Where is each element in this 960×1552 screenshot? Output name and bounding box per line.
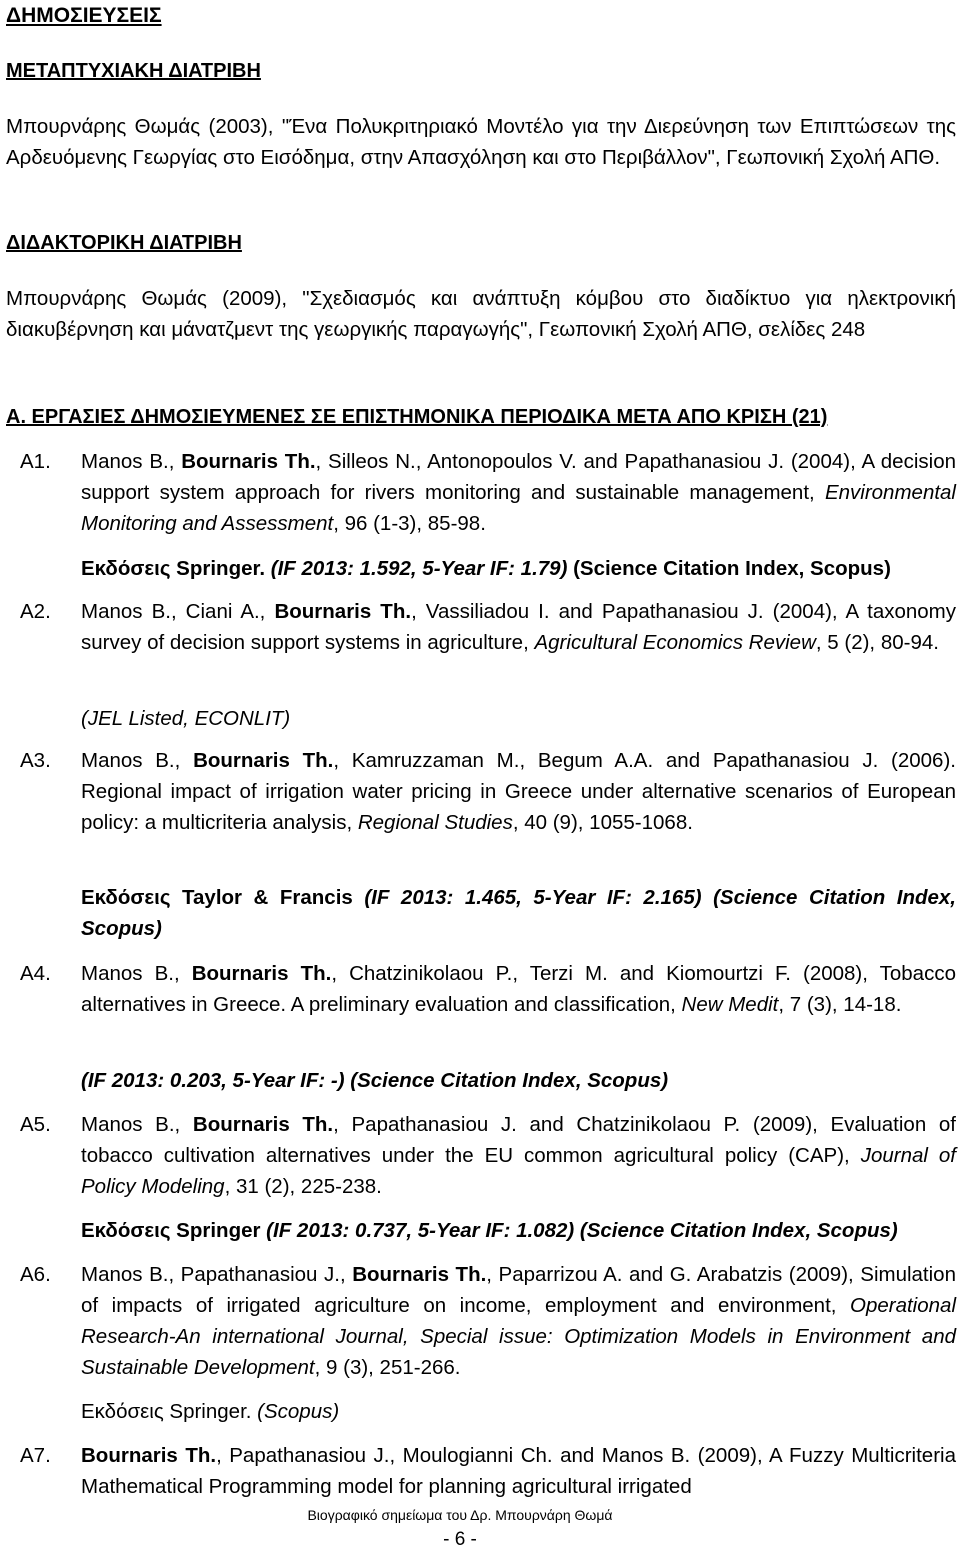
note-impact-factor: (IF 2013: 0.203, 5-Year IF: -) (Science Citation Index, Scopus)	[81, 1069, 669, 1092]
entry-citation	[81, 446, 956, 539]
citation-author-highlight: Bournaris Th.	[193, 749, 334, 772]
note-impact-factor: (IF 2013: 0.737, 5-Year IF: 1.082) (Science Citation Index, Scopus)	[266, 1219, 898, 1242]
entry-number: Α3.	[20, 749, 51, 772]
entry-number: Α1.	[20, 450, 51, 473]
citation-journal: New Medit	[681, 993, 779, 1016]
citation-author-highlight: Bournaris Th.	[192, 1113, 334, 1136]
masters-text: Μπουρνάρης Θωμάς (2003), "Ένα Πολυκριτηριακό Μοντέλο για την Διερεύνηση των Επιπτώσεων της Αρδευόμενης Γεωργίας στο Εισόδημα, στην Απασχόληση και στο Περιβάλλον", Γεωπονική Σχολή ΑΠΘ.	[6, 115, 956, 169]
entry-citation	[81, 596, 956, 658]
note-publisher: Εκδόσεις Taylor & Francis	[81, 886, 365, 909]
page-title: ΔΗΜΟΣΙΕΥΣΕΙΣ	[6, 4, 162, 27]
citation-authors: Manos B.,	[81, 450, 182, 473]
citation-journal: Operational Research-An international Journal, Special issue: Optimization Models in Environment and Sustainable Development	[81, 1294, 956, 1379]
entry-number: Α4.	[20, 962, 51, 985]
entry-index-note	[81, 1396, 956, 1427]
citation-author-highlight: Bournaris Th.	[274, 600, 412, 623]
citation-author-highlight: Bournaris Th.	[81, 1444, 217, 1467]
citation-journal: Journal of Policy Modeling	[81, 1144, 956, 1198]
publication-entry	[6, 1440, 956, 1504]
entry-citation	[81, 1440, 956, 1502]
citation-journal: Environmental Monitoring and Assessment	[81, 481, 956, 535]
entry-number: Α6.	[20, 1263, 51, 1286]
citation-tail: , 96 (1-3), 85-98.	[333, 512, 486, 535]
citation-tail: , 5 (2), 80-94.	[815, 631, 939, 654]
citation-text: , Papathanasiou J. and Chatzinikolaou P. (2009), Evaluation of tobacco cultivation alternatives under the EU common agricultural policy (CAP),	[81, 1113, 956, 1167]
citation-journal: Regional Studies	[357, 811, 513, 834]
entry-number: Α7.	[20, 1444, 51, 1467]
citation-authors: Manos B.,	[81, 749, 194, 772]
citation-authors: Manos B., Papathanasiou J.,	[81, 1263, 353, 1286]
publication-entry	[6, 958, 956, 1098]
citation-text: , Papathanasiou J., Moulogianni Ch. and Manos B. (2009), A Fuzzy Multicriteria Mathematical Programming model for planning agricultural irrigated	[81, 1444, 956, 1498]
note-publisher: Εκδόσεις Springer.	[81, 557, 271, 580]
entry-index-note	[81, 1065, 956, 1096]
citation-text: , Chatzinikolaou P., Terzi M. and Kiomourtzi F. (2008), Tobacco alternatives in Greece. A preliminary evaluation and classification,	[81, 962, 956, 1016]
publication-entry	[6, 446, 956, 586]
note-publisher: Εκδόσεις Springer.	[81, 1400, 258, 1423]
entry-citation	[81, 958, 956, 1020]
citation-tail: , 9 (3), 251-266.	[314, 1356, 461, 1379]
publication-entry	[6, 1259, 956, 1429]
masters-heading: ΜΕΤΑΠΤΥΧΙΑΚΗ ΔΙΑΤΡΙΒΗ	[6, 60, 261, 82]
phd-text: Μπουρνάρης Θωμάς (2009), "Σχεδιασμός και ανάπτυξη κόμβου στο διαδίκτυο για ηλεκτρονική διακυβέρνηση και μάνατζμεντ της γεωργικής παραγωγής", Γεωπονική Σχολή ΑΠΘ, σελίδες 248	[6, 287, 956, 341]
footer-caption: Βιογραφικό σημείωμα του Δρ. Μπουρνάρη Θωμά	[307, 1507, 613, 1523]
citation-text: , Paparrizou A. and G. Arabatzis (2009), Simulation of impacts of irrigated agriculture on income, employment and environment,	[81, 1263, 956, 1317]
entry-citation	[81, 745, 956, 838]
note-index: (JEL Listed, ECONLIT)	[81, 707, 291, 730]
entry-index-note	[81, 703, 956, 734]
citation-author-highlight: Bournaris Th.	[352, 1263, 487, 1286]
citation-authors: Manos B., Ciani A.,	[81, 600, 275, 623]
citation-tail: , 31 (2), 225-238.	[224, 1175, 382, 1198]
note-impact-factor: (IF 2013: 1.592, 5-Year IF: 1.79)	[270, 557, 568, 580]
citation-text: , Kamruzzaman M., Begum A.A. and Papathanasiou J. (2006). Regional impact of irrigation water pricing in Greece under alternative scenarios of European policy: a multicriteria analysis,	[81, 749, 956, 834]
publication-entry	[6, 1109, 956, 1249]
entry-index-note	[81, 1215, 956, 1246]
entry-index-note	[81, 882, 956, 944]
citation-journal: Agricultural Economics Review	[534, 631, 816, 654]
page-number: - 6 -	[443, 1529, 477, 1550]
citation-text: , Silleos N., Antonopoulos V. and Papathanasiou J. (2004), A decision support system approach for rivers monitoring and sustainable management,	[81, 450, 956, 504]
citation-author-highlight: Bournaris Th.	[181, 450, 316, 473]
phd-heading: ΔΙΔΑΚΤΟΡΙΚΗ ΔΙΑΤΡΙΒΗ	[6, 232, 242, 254]
note-index: (Science Citation Index, Scopus)	[567, 557, 891, 580]
section-a-title: Α. ΕΡΓΑΣΙΕΣ ΔΗΜΟΣΙΕΥΜΕΝΕΣ ΣΕ ΕΠΙΣΤΗΜΟΝΙΚΑ ΠΕΡΙΟΔΙΚΑ ΜΕΤΑ ΑΠΟ ΚΡΙΣΗ (21)	[6, 406, 828, 428]
entry-citation	[81, 1259, 956, 1383]
entry-citation	[81, 1109, 956, 1202]
citation-authors: Manos B.,	[81, 962, 192, 985]
entry-number: Α5.	[20, 1113, 51, 1136]
entry-number: Α2.	[20, 600, 51, 623]
citation-authors: Manos B.,	[81, 1113, 193, 1136]
citation-author-highlight: Bournaris Th.	[191, 962, 332, 985]
note-index: (Scopus)	[257, 1400, 340, 1423]
citation-text: , Vassiliadou I. and Papathanasiou J. (2004), A taxonomy survey of decision support systems in agriculture,	[81, 600, 957, 654]
note-publisher: Εκδόσεις Springer	[81, 1219, 267, 1242]
citation-tail: , 40 (9), 1055-1068.	[512, 811, 693, 834]
note-impact-factor: (IF 2013: 1.465, 5-Year IF: 2.165) (Science Citation Index, Scopus)	[81, 886, 957, 940]
publication-entry	[6, 745, 956, 945]
entry-index-note	[81, 553, 956, 584]
citation-tail: , 7 (3), 14-18.	[778, 993, 902, 1016]
publication-entry	[6, 596, 957, 730]
